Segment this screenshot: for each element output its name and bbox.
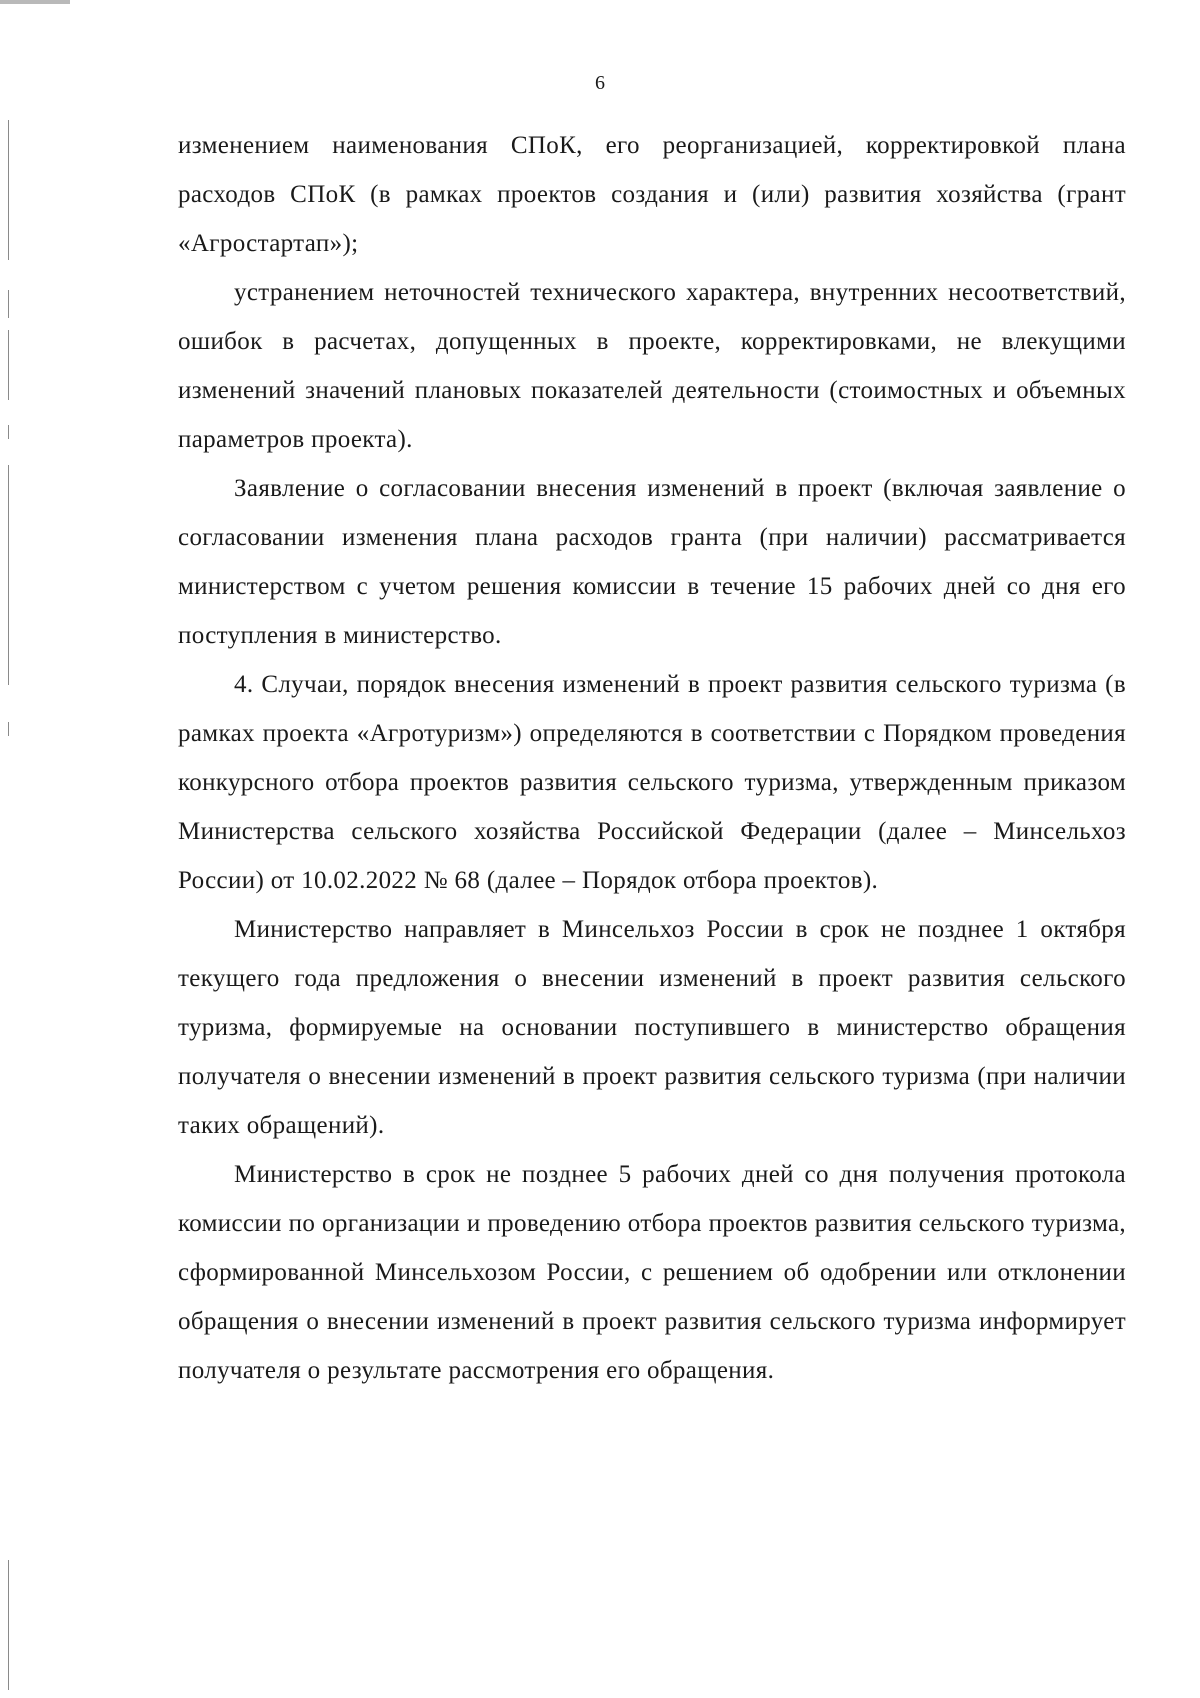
document-body	[178, 121, 1126, 1395]
paragraph-1: изменением наименования СПоК, его реорганизацией, корректировкой плана расходов СПоК (в рамках проектов создания и (или) развития хозяйства (грант «Агростартап»);	[178, 132, 1126, 257]
paragraph-3: Заявление о согласовании внесения изменений в проект (включая заявление о согласовании изменения плана расходов гранта (при наличии) рассматривается министерством с учетом решения комиссии в течение 15 рабочих дней со дня его поступления в министерство.	[178, 475, 1126, 649]
scan-margin-line	[8, 465, 9, 685]
scan-margin-line	[8, 330, 9, 400]
page-number: 6	[595, 72, 605, 94]
scan-margin-line	[8, 290, 9, 318]
scan-margin-line	[8, 1560, 9, 1690]
paragraph-4: 4. Случаи, порядок внесения изменений в проект развития сельского туризма (в рамках проекта «Агротуризм») определяются в соответствии с Порядком проведения конкурсного отбора проектов развития сельского туризма, утвержденным приказом Министерства сельского хозяйства Российской Федерации (далее – Минсельхоз России) от 10.02.2022 № 68 (далее – Порядок отбора проектов).	[178, 671, 1126, 894]
paragraph-5: Министерство направляет в Минсельхоз России в срок не позднее 1 октября текущего года предложения о внесении изменений в проект развития сельского туризма, формируемые на основании поступившего в министерство обращения получателя о внесении изменений в проект развития сельского туризма (при наличии таких обращений).	[178, 916, 1126, 1139]
scan-corner-mark	[0, 0, 70, 4]
paragraph-6: Министерство в срок не позднее 5 рабочих дней со дня получения протокола комиссии по организации и проведению отбора проектов развития сельского туризма, сформированной Минсельхозом России, с решением об одобрении или отклонении обращения о внесении изменений в проект развития сельского туризма информирует получателя о результате рассмотрения его обращения.	[178, 1161, 1126, 1384]
paragraph-2: устранением неточностей технического характера, внутренних несоответствий, ошибок в расчетах, допущенных в проекте, корректировками, не влекущими изменений значений плановых показателей деятельности (стоимостных и объемных параметров проекта).	[178, 279, 1126, 453]
scan-margin-line	[8, 425, 9, 439]
scan-margin-line	[8, 722, 9, 736]
scan-margin-line	[8, 120, 9, 260]
